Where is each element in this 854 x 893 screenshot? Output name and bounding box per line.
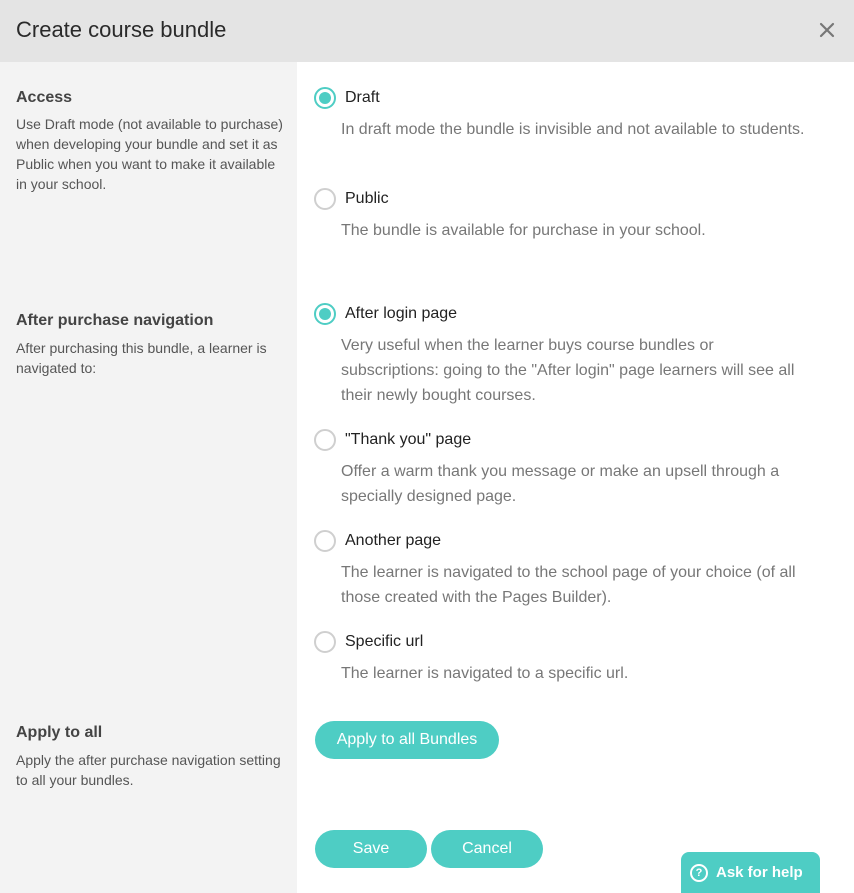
thank-you-description: Offer a warm thank you message or make an upsell through a specially designed page.	[341, 463, 780, 505]
access-description: Use Draft mode (not available to purchase) when developing your bundle and set it as Public when you want to make it available in your school.	[16, 116, 283, 192]
navigation-description: After purchasing this bundle, a learner is navigated to:	[16, 340, 267, 376]
another-page-description: The learner is navigated to the school page of your choice (of all those created with the Pages Builder).	[341, 564, 796, 606]
draft-description: In draft mode the bundle is invisible and not available to students.	[341, 121, 805, 138]
thank-you-radio[interactable]	[314, 429, 336, 451]
cancel-button[interactable]: Cancel	[431, 830, 543, 868]
thank-you-label: "Thank you" page	[345, 431, 472, 448]
navigation-section-info	[16, 311, 284, 378]
apply-description: Apply the after purchase navigation setting to all your bundles.	[16, 752, 281, 788]
dialog-header	[0, 0, 854, 62]
close-icon	[819, 22, 835, 38]
after-login-description: Very useful when the learner buys course bundles or subscriptions: going to the "After login" page learners will see all their newly bought courses.	[341, 337, 795, 404]
access-title: Access	[16, 89, 73, 106]
public-label: Public	[345, 190, 389, 207]
ask-for-help-label: Ask for help	[716, 864, 803, 881]
public-radio[interactable]	[314, 188, 336, 210]
navigation-title: After purchase navigation	[16, 312, 214, 329]
settings-sidebar	[0, 62, 297, 893]
after-login-radio[interactable]	[314, 303, 336, 325]
access-section-info	[16, 88, 284, 194]
dialog-title: Create course bundle	[16, 17, 227, 42]
apply-to-all-button[interactable]: Apply to all Bundles	[315, 721, 499, 759]
settings-main	[297, 62, 854, 893]
draft-radio[interactable]	[314, 87, 336, 109]
help-icon: ?	[690, 864, 708, 882]
specific-url-label: Specific url	[345, 633, 424, 650]
apply-section-info	[16, 723, 284, 790]
ask-for-help-button[interactable]	[681, 852, 820, 893]
another-page-radio[interactable]	[314, 530, 336, 552]
public-description: The bundle is available for purchase in your school.	[341, 222, 706, 239]
draft-label: Draft	[345, 89, 380, 106]
apply-title: Apply to all	[16, 724, 103, 741]
close-button[interactable]	[814, 16, 840, 44]
save-button[interactable]: Save	[315, 830, 427, 868]
specific-url-radio[interactable]	[314, 631, 336, 653]
another-page-label: Another page	[345, 532, 442, 549]
after-login-label: After login page	[345, 305, 458, 322]
specific-url-description: The learner is navigated to a specific url.	[341, 665, 629, 682]
